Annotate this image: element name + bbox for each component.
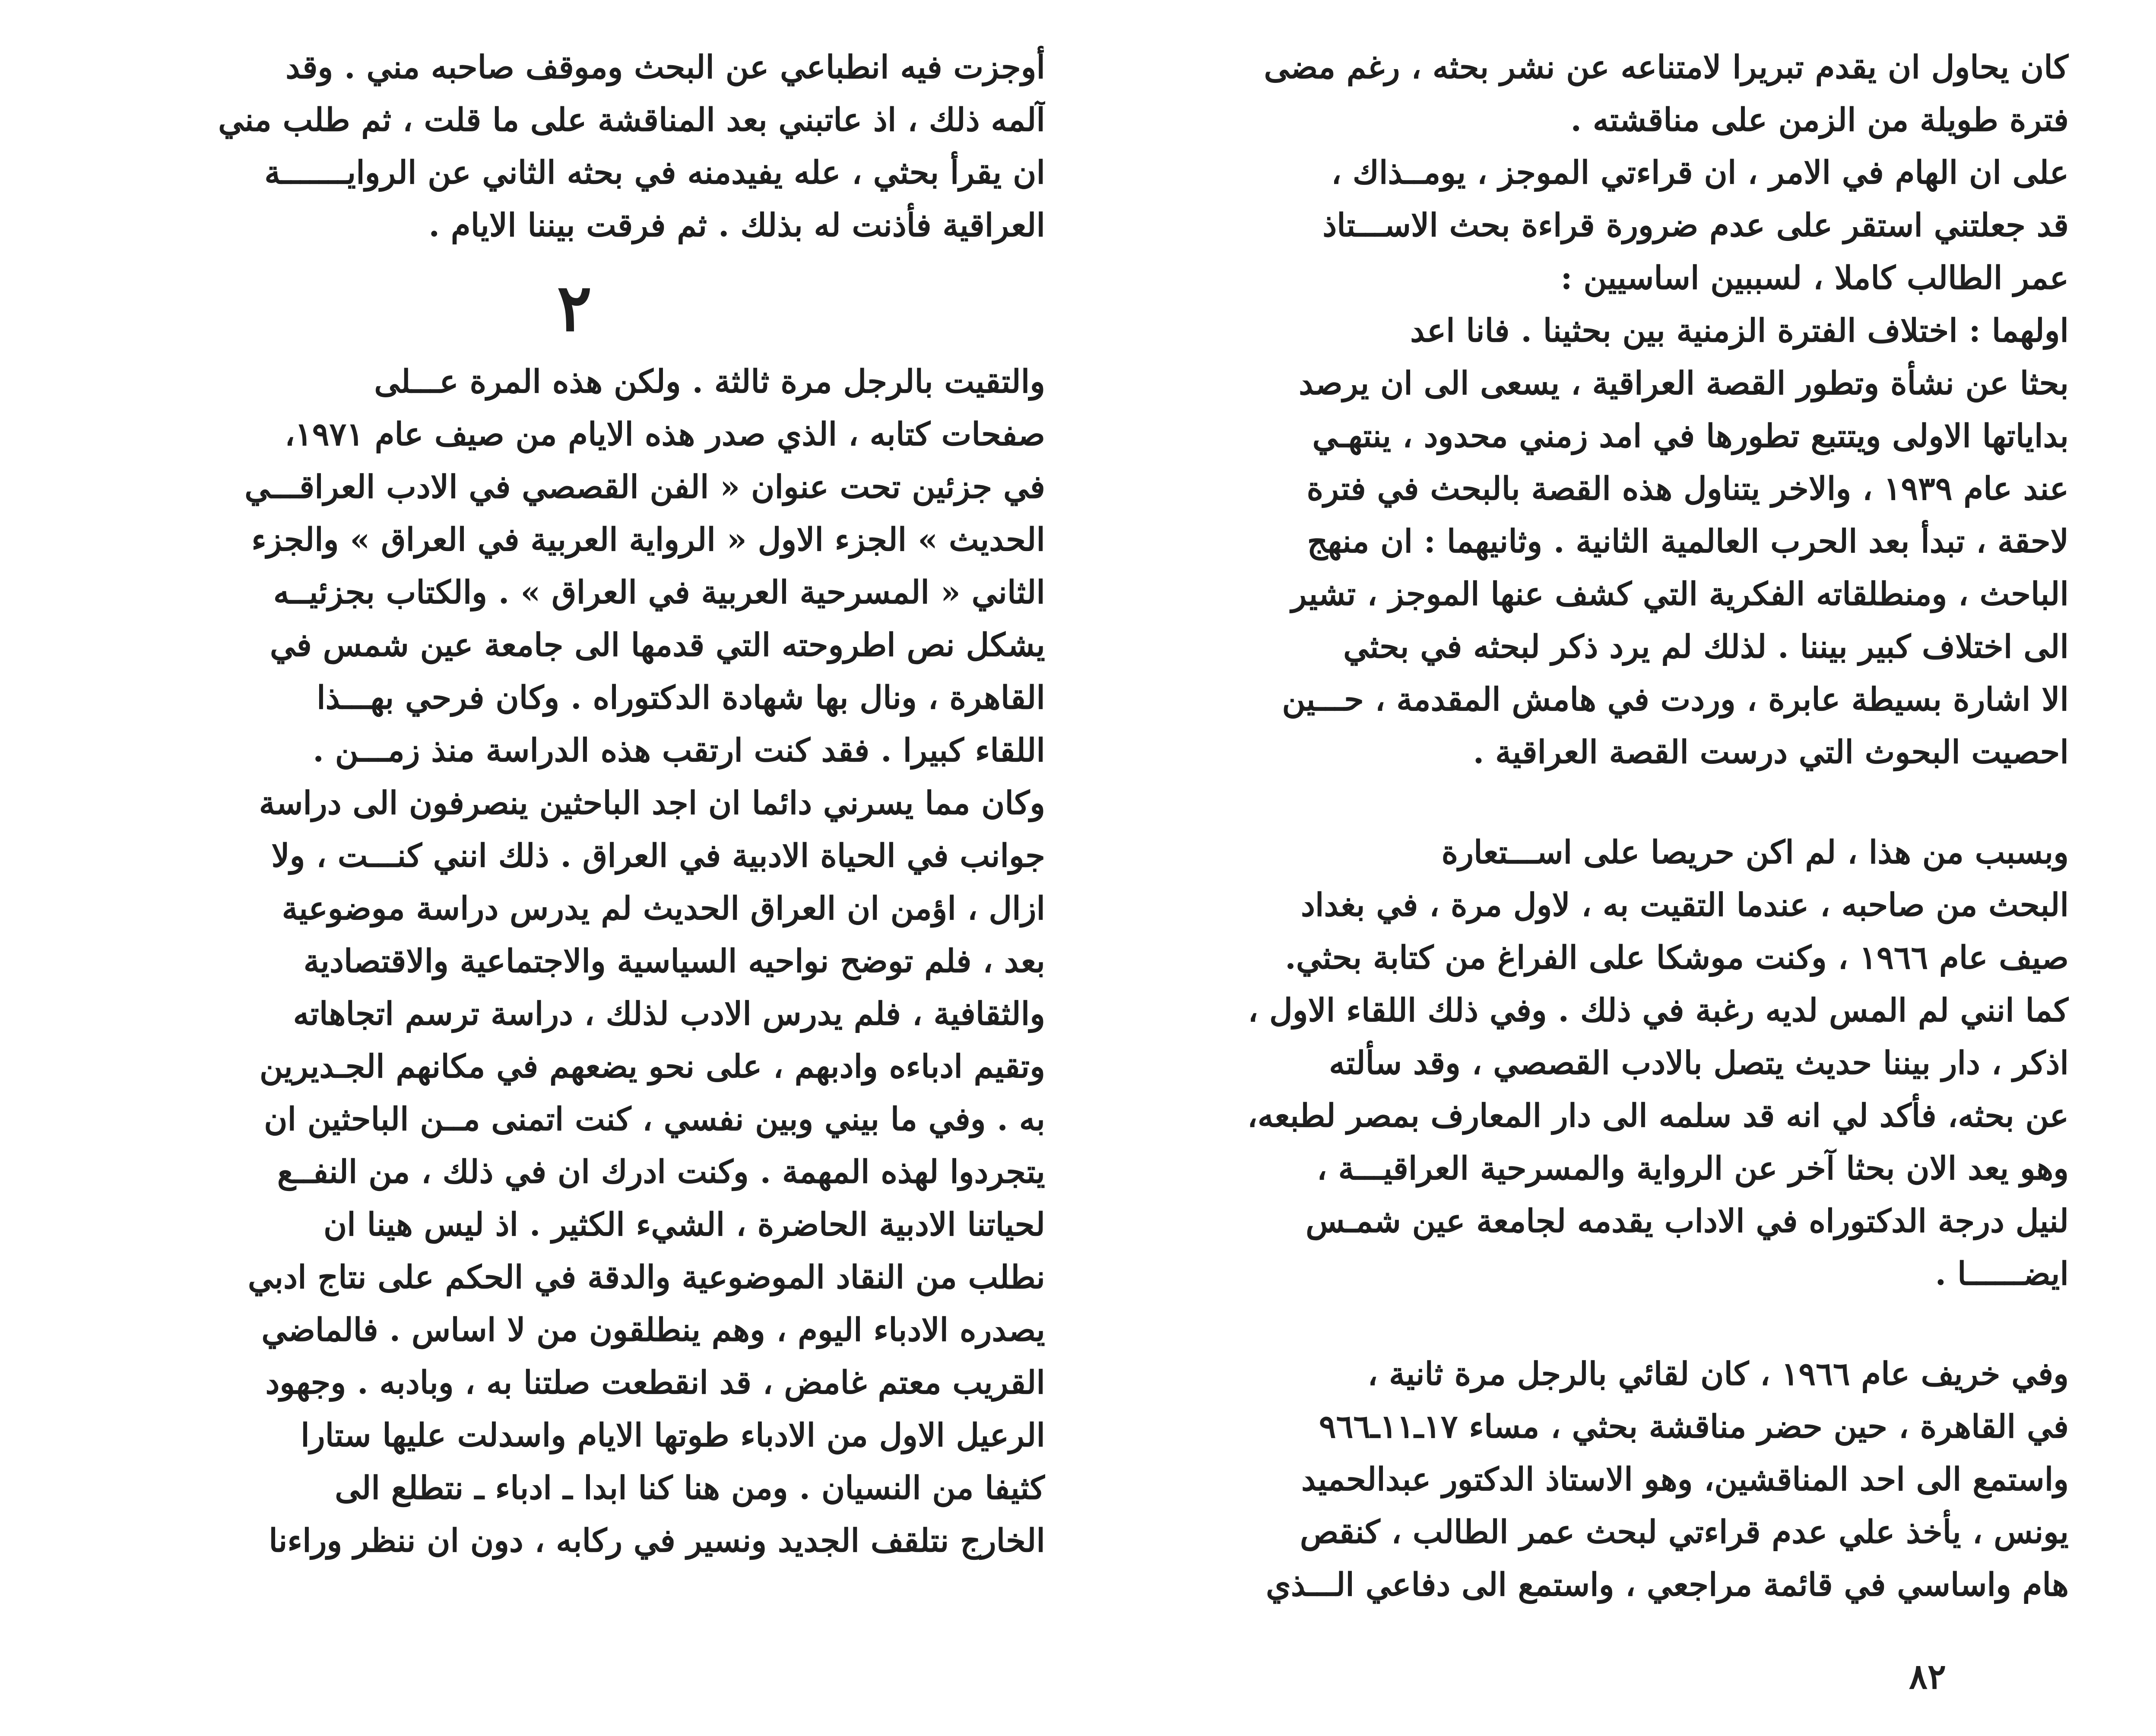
- text-line: عند عام ١٩٣٩ ، والاخر يتناول هذه القصة بالبحث في فترة: [1306, 470, 2069, 507]
- text-line: لحياتنا الادبية الحاضرة ، الشيء الكثير . اذ ليس هينا ان: [323, 1206, 1045, 1243]
- text-line: وكان مما يسرني دائما ان اجد الباحثين ينصرفون الى دراسة: [259, 785, 1045, 822]
- paragraph-gap: [1127, 1300, 2069, 1348]
- text-line: الثاني « المسرحية العربية في العراق » . والكتاب بجزئيــه: [273, 574, 1045, 611]
- right-paragraph-5: [1127, 1348, 2069, 1611]
- text-line: قد جعلتني استقر على عدم ضرورة قراءة بحث الاســـتاذ: [1322, 207, 2069, 244]
- text-line: ازال ، اؤمن ان العراق الحديث لم يدرس دراسة موضوعية: [282, 890, 1045, 927]
- left-intro-paragraph: [104, 41, 1045, 252]
- text-line: نطلب من النقاد الموضوعية والدقة في الحكم على نتاج ادبي: [247, 1259, 1045, 1296]
- text-line: صفحات كتابه ، الذي صدر هذه الايام من صيف عام ١٩٧١،: [285, 416, 1045, 453]
- text-line: يونس ، يأخذ علي عدم قراءتي لبحث عمر الطالب ، كنقص: [1300, 1514, 2069, 1551]
- text-line: لاحقة ، تبدأ بعد الحرب العالمية الثانية . وثانيهما : ان منهج: [1307, 523, 2069, 560]
- right-paragraph-4: [1127, 826, 2069, 1300]
- text-line: والثقافية ، فلم يدرس الادب لذلك ، دراسة ترسم اتجاهاته: [293, 995, 1045, 1033]
- text-line: بعد ، فلم توضح نواحيه السياسية والاجتماعية والاقتصادية: [303, 943, 1045, 980]
- text-line: القريب معتم غامض ، قد انقطعت صلتنا به ، وبادبه . وجهود: [265, 1364, 1045, 1401]
- text-line: في جزئين تحت عنوان « الفن القصصي في الادب العراقـــي: [244, 469, 1045, 506]
- text-line: بحثا عن نشأة وتطور القصة العراقية ، يسعى الى ان يرصد: [1299, 365, 2069, 402]
- text-line: اللقاء كبيرا . فقد كنت ارتقب هذه الدراسة منذ زمـــن .: [313, 732, 1045, 769]
- text-line: ايضــــــا .: [1935, 1255, 2069, 1292]
- text-line: كما انني لم المس لديه رغبة في ذلك . وفي ذلك اللقاء الاول ،: [1248, 992, 2069, 1029]
- text-line: آلمه ذلك ، اذ عاتبني بعد المناقشة على ما قلت ، ثم طلب مني: [218, 101, 1045, 139]
- text-line: الباحث ، ومنطلقاته الفكرية التي كشف عنها الموجز ، تشير: [1291, 576, 2069, 613]
- text-line: الرعيل الاول من الادباء طوتها الايام واسدلت عليها ستارا: [301, 1417, 1045, 1454]
- right-text-column: [1127, 41, 2069, 1611]
- text-line: وهو يعد الان بحثا آخر عن الرواية والمسرحية العراقيـــة ،: [1316, 1150, 2069, 1187]
- text-line: في القاهرة ، حين حضر مناقشة بحثي ، مساء ١٧ـ١١ـ٩٦٦: [1319, 1408, 2069, 1445]
- text-line: فترة طويلة من الزمن على مناقشته .: [1570, 101, 2069, 139]
- text-line: يصدره الادباء اليوم ، وهم ينطلقون من لا اساس . فالماضي: [261, 1312, 1045, 1349]
- text-line: لنيل درجة الدكتوراه في الاداب يقدمه لجامعة عين شمـس: [1306, 1203, 2069, 1240]
- text-line: أوجزت فيه انطباعي عن البحث وموقف صاحبه مني . وقد: [285, 49, 1045, 86]
- text-line: على ان الهام في الامر ، ان قراءتي الموجز ، يومــذاك ،: [1331, 154, 2069, 191]
- text-line: بداياتها الاولى ويتتبع تطورها في امد زمني محدود ، ينتهـي: [1312, 418, 2069, 455]
- paragraph-gap: [1127, 779, 2069, 826]
- left-body-paragraph: [104, 355, 1045, 1567]
- text-line: الحديث » الجزء الاول « الرواية العربية في العراق » والجزء: [251, 521, 1045, 558]
- text-line: القاهرة ، ونال بها شهادة الدكتوراه . وكان فرحي بهـــذا: [317, 679, 1045, 716]
- text-line: العراقية فأذنت له بذلك . ثم فرقت بيننا الايام .: [428, 207, 1045, 244]
- text-line: عمر الطالب كاملا ، لسببين اساسيين :: [1560, 260, 2069, 297]
- text-line: عن بحثه، فأكد لي انه قد سلمه الى دار المعارف بمصر لطبعه،: [1247, 1097, 2069, 1134]
- text-line: اذكر ، دار بيننا حديث يتصل بالادب القصصي ، وقد سألته: [1329, 1045, 2069, 1082]
- text-line: هام واساسي في قائمة مراجعي ، واستمع الى دفاعي الـــذي: [1265, 1566, 2069, 1603]
- text-line: كثيفا من النسيان . ومن هنا كنا ابدا ـ ادباء ـ نتطلع الى: [335, 1470, 1045, 1507]
- section-number: ٢: [557, 270, 592, 346]
- text-line: يتجردوا لهذه المهمة . وكنت ادرك ان في ذلك ، من النفــع: [277, 1153, 1045, 1191]
- text-line: ان يقرأ بحثي ، عله يفيدمنه في بحثه الثاني عن الروايـــــــة: [264, 154, 1045, 191]
- text-line: وتقيم ادباءه وادبهم ، على نحو يضعهم في مكانهم الجـديرين: [259, 1048, 1045, 1085]
- text-line: واستمع الى احد المناقشين، وهو الاستاذ الدكتور عبدالحميد: [1301, 1461, 2069, 1498]
- text-line: وفي خريف عام ١٩٦٦ ، كان لقائي بالرجل مرة ثانية ،: [1367, 1356, 2069, 1393]
- right-paragraph-2: [1127, 146, 2069, 304]
- right-paragraph-1: [1127, 41, 2069, 146]
- text-line: كان يحاول ان يقدم تبريرا لامتناعه عن نشر بحثه ، رغم مضى: [1264, 49, 2069, 86]
- page-number: ٨٢: [1909, 1656, 1946, 1697]
- text-line: الى اختلاف كبير بيننا . لذلك لم يرد ذكر لبحثه في بحثي: [1343, 628, 2069, 665]
- text-line: البحث من صاحبه ، عندما التقيت به ، لاول مرة ، في بغداد: [1300, 887, 2069, 924]
- text-line: به . وفي ما بيني وبين نفسي ، كنت اتمنى مــن الباحثين ان: [264, 1101, 1045, 1138]
- text-line: جوانب في الحياة الادبية في العراق . ذلك انني كنـــت ، ولا: [271, 837, 1045, 874]
- text-line: احصيت البحوث التي درست القصة العراقية .: [1473, 734, 2069, 771]
- text-line: الخارج نتلقف الجديد ونسير في ركابه ، دون ان ننظر وراءنا: [269, 1522, 1045, 1559]
- text-line: والتقيت بالرجل مرة ثالثة . ولكن هذه المرة عـــلى: [374, 363, 1045, 400]
- text-line: يشكل نص اطروحته التي قدمها الى جامعة عين شمس في: [270, 627, 1045, 664]
- text-line: الا اشارة بسيطة عابرة ، وردت في هامش المقدمة ، حـــين: [1282, 681, 2069, 718]
- text-line: اولهما : اختلاف الفترة الزمنية بين بحثينا . فانا اعد: [1410, 312, 2069, 349]
- left-text-column: [104, 41, 1045, 1567]
- right-paragraph-3: [1127, 304, 2069, 779]
- text-line: وبسبب من هذا ، لم اكن حريصا على اســـتعارة: [1441, 834, 2069, 871]
- text-line: صيف عام ١٩٦٦ ، وكنت موشكا على الفراغ من كتابة بحثي.: [1285, 939, 2069, 976]
